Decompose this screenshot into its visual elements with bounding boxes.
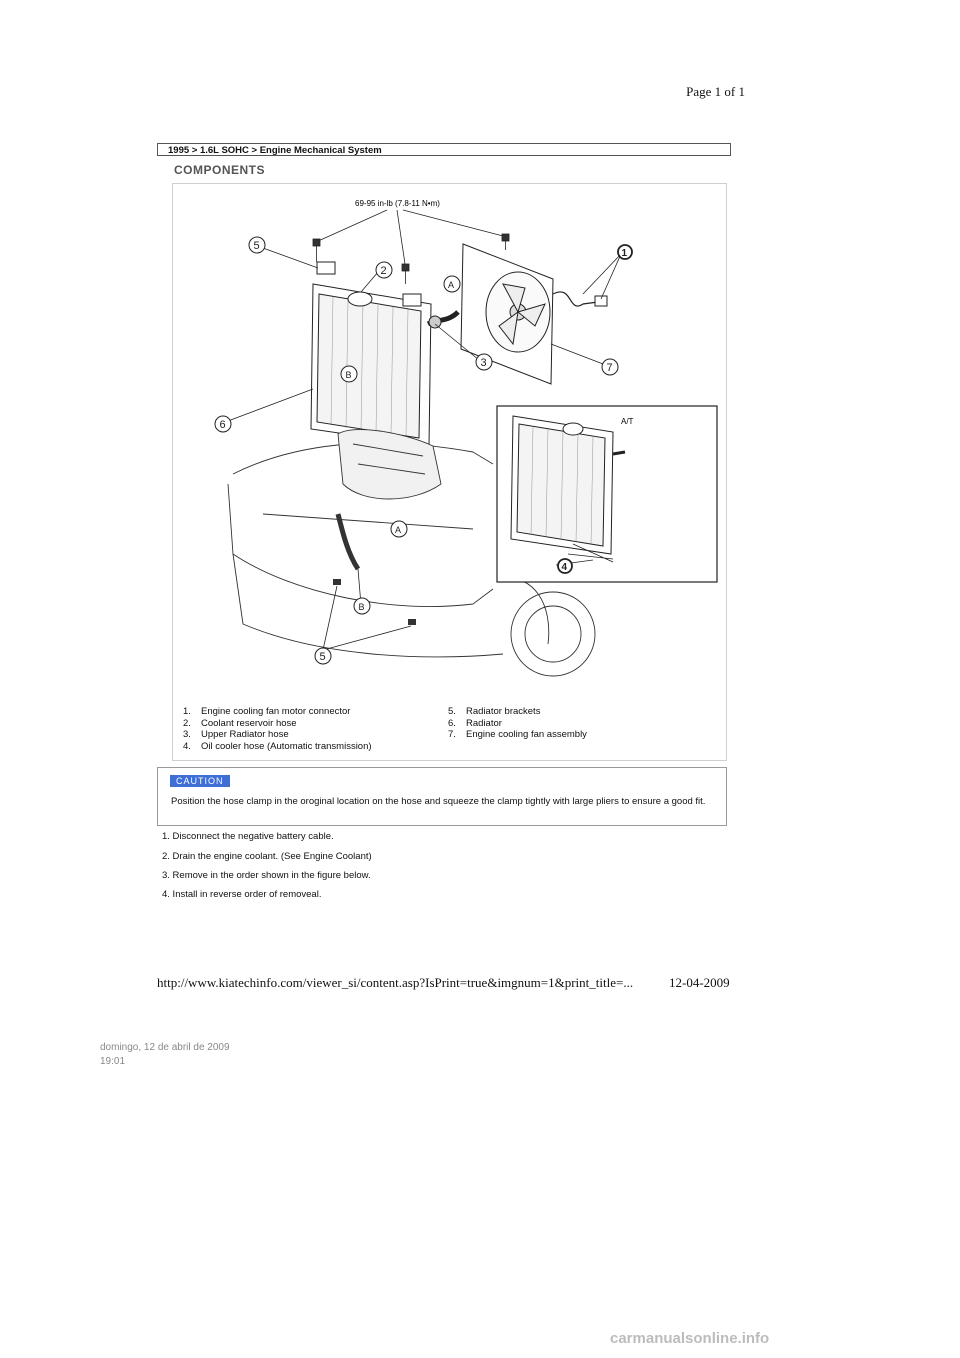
- radiator-diagram: [173, 184, 728, 762]
- step-item: 2. Drain the engine coolant. (See Engine Coolant): [162, 851, 372, 862]
- legend-item: 6. Radiator: [448, 717, 502, 729]
- legend-item: 1. Engine cooling fan motor connector: [183, 706, 351, 717]
- callout-1: [618, 245, 632, 259]
- legend-item: 3. Upper Radiator hose: [183, 729, 289, 740]
- legend-right: [448, 706, 587, 741]
- page-number: Page 1 of 1: [686, 84, 745, 99]
- callout-7: [602, 359, 618, 375]
- legend-left: [183, 706, 372, 752]
- section-title: COMPONENTS: [174, 163, 266, 177]
- svg-text:7: 7: [606, 362, 613, 374]
- step-item: 3. Remove in the order shown in the figure below.: [162, 870, 371, 881]
- callout-a-top: [444, 276, 460, 292]
- svg-text:5: 5: [319, 651, 326, 663]
- svg-text:A: A: [448, 280, 455, 290]
- callout-2: [376, 262, 392, 278]
- inset-label: A/T: [621, 417, 634, 426]
- callout-6: [215, 416, 231, 432]
- svg-text:B: B: [358, 602, 365, 612]
- step-item: 1. Disconnect the negative battery cable.: [162, 831, 334, 842]
- timestamp-date: domingo, 12 de abril de 2009: [100, 1042, 230, 1053]
- callout-b-top: [341, 366, 357, 382]
- svg-text:A: A: [395, 525, 402, 535]
- svg-text:B: B: [345, 370, 352, 380]
- legend-item: 4. Oil cooler hose (Automatic transmission): [183, 740, 372, 752]
- callout-5-bottom: [315, 648, 331, 664]
- legend-item: 5. Radiator brackets: [448, 706, 541, 717]
- callout-5-top: [249, 237, 265, 253]
- legend-item: 7. Engine cooling fan assembly: [448, 729, 587, 740]
- callout-a-bottom: [391, 521, 407, 537]
- footer-url: http://www.kiatechinfo.com/viewer_si/content.asp?IsPrint=true&imgnum=1&print_title=...: [157, 975, 634, 990]
- svg-text:6: 6: [219, 419, 226, 431]
- legend-item: 2. Coolant reservoir hose: [183, 717, 297, 729]
- footer-date: 12-04-2009: [669, 975, 730, 990]
- svg-text:1: 1: [621, 248, 628, 259]
- svg-text:5: 5: [253, 240, 260, 252]
- torque-spec-label: 69-95 in-lb (7.8-11 N•m): [355, 199, 440, 208]
- svg-text:3: 3: [480, 357, 487, 369]
- components-figure: [172, 183, 727, 761]
- caution-text: Position the hose clamp in the oroginal location on the hose and squeeze the clamp tightly with large pliers to ensure a good fit.: [171, 796, 706, 807]
- watermark: carmanualsonline.info: [610, 1330, 770, 1347]
- callout-3: [476, 354, 492, 370]
- timestamp-time: 19:01: [100, 1056, 126, 1067]
- callout-b-bottom: [354, 598, 370, 614]
- svg-text:2: 2: [380, 265, 387, 277]
- breadcrumb: 1995 > 1.6L SOHC > Engine Mechanical System: [157, 143, 731, 156]
- step-item: 4. Install in reverse order of removeal.: [162, 889, 322, 900]
- caution-badge: CAUTION: [170, 775, 230, 787]
- caution-box: [157, 767, 727, 826]
- svg-text:4: 4: [561, 562, 568, 573]
- callout-4: [558, 559, 572, 573]
